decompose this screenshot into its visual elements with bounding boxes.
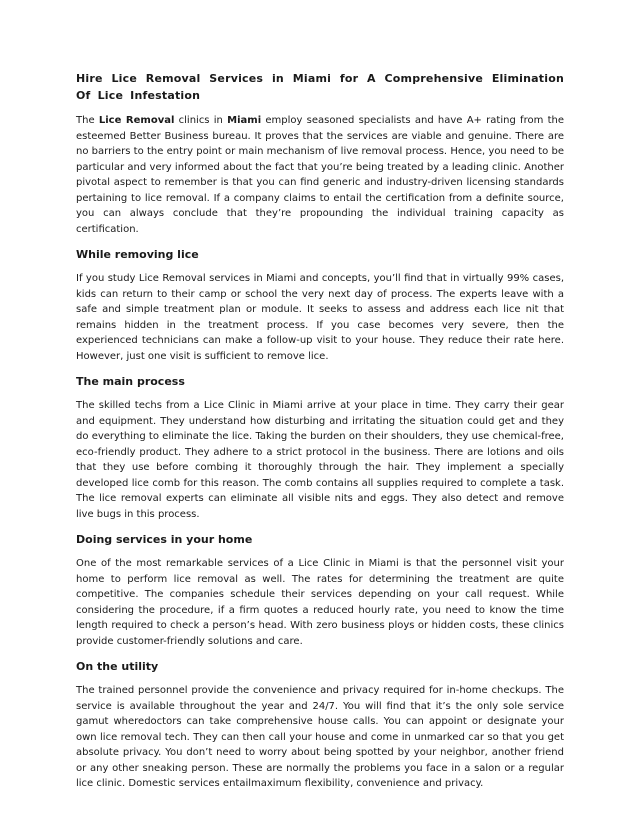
- section-heading-home-services: Doing services in your home: [76, 533, 253, 546]
- section-body-home-services: One of the most remarkable services of a Lice Clinic in Miami is that the personnel visit your home to perform lice removal as well. The rates for determining the treatment are quite competitive. The companies schedule their services depending on your call request. While considering the procedure, if a firm quotes a reduced hourly rate, you need to know the time length required to check a person’s head. With zero business ploys or hidden costs, these clinics provide customer-friendly solutions and care.: [76, 558, 564, 647]
- intro-paragraph: [76, 113, 564, 237]
- section-body-utility: The trained personnel provide the convenience and privacy required for in-home checkups. The service is available throughout the year and 24/7. You will find that it’s the only sole service gamut wheredoctors can take comprehensive house calls. You can appoint or designate your own lice removal tech. They can then call your house and come in unmarked car so that you get absolute privacy. You don’t need to worry about being spotted by your neighbor, another friend or any other sneaking person. These are normally the problems you face in a salon or a regular lice clinic. Domestic services entailmaximum flexibility, convenience and privacy.: [76, 685, 564, 789]
- section-heading-utility: On the utility: [76, 660, 159, 673]
- section-body-main-process: The skilled techs from a Lice Clinic in Miami arrive at your place in time. They carry their gear and equipment. They understand how disturbing and irritating the situation could get and they do everything to eliminate the lice. Taking the burden on their shoulders, they use chemical-free, eco-friendly product. They adhere to a strict protocol in the business. There are lotions and oils that they use before combing it thoroughly through the hair. They implement a specially developed lice comb for this reason. The comb contains all supplies required to complete a task. The lice removal experts can eliminate all visible nits and eggs. They also detect and remove live bugs in this process.: [76, 400, 564, 520]
- intro-bold-lice-removal: Lice Removal: [98, 115, 175, 126]
- document-title: Hire Lice Removal Services in Miami for A Comprehensive Elimination Of Lice Infestation: [76, 72, 564, 102]
- section-heading-removing: While removing lice: [76, 248, 199, 261]
- section-body-removing: If you study Lice Removal services in Miami and concepts, you’ll find that in virtually 99% cases, kids can return to their camp or school the very next day of process. The experts leave with a safe and simple treatment plan or module. It seeks to assess and address each lice nit that remains hidden in the treatment process. If you case becomes very severe, then the experienced technicians can make a follow-up visit to your house. They reduce their rate here. However, just one visit is sufficient to remove lice.: [76, 273, 564, 362]
- intro-mid: clinics in: [174, 115, 228, 126]
- intro-bold-miami: Miami: [227, 115, 262, 126]
- intro-lead: The: [76, 115, 99, 126]
- section-heading-main-process: The main process: [76, 375, 185, 388]
- intro-rest: employ seasoned specialists and have A+ rating from the esteemed Better Business bureau. It proves that the services are viable and genuine. There are no barriers to the entry point or main mechanism of live removal process. Hence, you need to be particular and very informed about the fact that you’re being treated by a leading clinic. Another pivotal aspect to remember is that you can find generic and industry-driven licensing standards pertaining to lice removal. If a company claims to entail the certification from a definite source, you can always conclude that they’re propounding the individual training capacity as certification.: [76, 115, 564, 235]
- document-page: [76, 70, 564, 802]
